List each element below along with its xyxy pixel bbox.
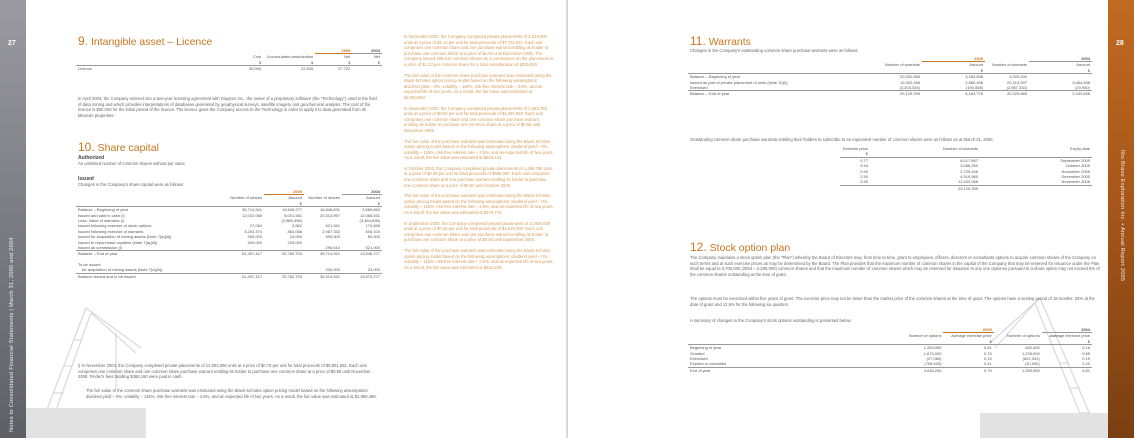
section-9-title: Intangible asset – Licence <box>90 36 213 48</box>
options-year-2004: 2004 <box>1042 327 1092 333</box>
options-cell-value: 0.20 <box>1082 361 1090 367</box>
warrants-balance-value: 29,129,399 <box>878 91 922 97</box>
section-10-title: Share capital <box>97 142 159 154</box>
options-unit: $ <box>943 339 993 345</box>
warrants-balance-label: Balance – End of year <box>688 91 878 97</box>
final-balance-label: Balance issued and to be issued <box>76 273 226 279</box>
share-cell-label: Balance – Beginning of year <box>78 207 129 213</box>
share-cell-value: 16,846,631 <box>319 207 340 213</box>
warrants-cell-value: (190,558) <box>965 85 983 91</box>
section-11-title: Warrants <box>708 36 751 48</box>
section-12-number: 12. <box>690 240 707 254</box>
authorized-label: Authorized <box>78 155 105 161</box>
to-be-issued-row-label: for acquisition of mining assets (Note 7(a)(iii)) <box>82 267 163 273</box>
warrants-balance-value: 6,163,776 <box>922 91 985 97</box>
section-9-number: 9. <box>78 34 89 48</box>
licence-unit: $ <box>315 60 352 66</box>
options-col-header: Average exercise price <box>951 333 992 339</box>
options-col-header: Number of options <box>908 333 942 339</box>
licence-table <box>76 48 382 72</box>
expiry-unit: $ <box>840 151 870 157</box>
expiry-col-header: Number of warrants <box>942 146 978 151</box>
share-cell-value: 13,546,277 <box>281 207 302 213</box>
share-cell-value: 12,002,068 <box>241 212 262 218</box>
licence-unit: $ <box>226 60 263 66</box>
expiry-cell: 4,919,969 <box>960 174 978 180</box>
final-balance-value: 13,570,277 <box>342 273 382 279</box>
warrants-cell-value: 3,454,698 <box>1072 79 1090 85</box>
warrants-expiry-table <box>840 146 1092 191</box>
warrants-outstanding-text: Outstanding common share purchase warrants entitling their holders to subscribe to an equivalent number of common shares were as follows as at March 31, 2005: <box>690 137 994 142</box>
options-col-header: Number of options <box>1007 333 1040 339</box>
licence-header-cost: Cost <box>252 54 262 60</box>
share-note-i-fair-value: The fair value of the common share purchase warrants was estimated using the Black-Scholes option pricing model based on the following assumptions: dividend yield – 0%, volatility – 116%, risk-free interest rate – 4.5%, and an expected life of two years. As a result, the fair value was estimated at $2,880,496. <box>86 388 377 399</box>
right-page-sidebar <box>1108 0 1134 438</box>
warrants-cell-value: 12,002,068 <box>899 79 920 85</box>
options-cell-value: (708,625) <box>924 361 942 367</box>
right-page-number: 28 <box>1116 40 1124 47</box>
middle-column-paragraph: In October 2003, the Company completed private placements of 1,466,750 units at a price of $0.40 per unit for total proceeds of $586,000. Each unit comprises one common share and one purchase warrant entitling its holder to purchase one common share at a price of $0.50 until October 2005. <box>404 165 553 188</box>
share-cell-value: 12,085,531 <box>359 212 380 218</box>
left-page-number: 27 <box>8 40 16 47</box>
issued-label: Issued <box>78 176 94 182</box>
options-cell-value: 1,283,959 <box>923 345 942 351</box>
warrants-cell-value: 3,453,838 <box>965 74 983 80</box>
licence-description: In April 2004, the Company entered into a two-year licensing agreement with Diagnos Inc., the owner of a proprietary software (the "Technology") used in the field of data mining and which provides interpretations of databases generated by geophysical surveys, satellite imagery and geochemical analysis. The cost of the licence is $50,000 for the initial period of the licence. The licence gives the Company access to the Technology in order to apply it to data generated from its Mexican properties. <box>78 96 377 118</box>
middle-column-paragraph: In December 2003, the Company completed private placements of 4,319,900 units at a price of $1.12 per unit for total proceeds of $7,702,911. Each unit comprises one common share and one purchase warrant entitling its holder to purchase one common share at a price of $1.50 until December 2005. The Company issued 296,610 common shares as a commission on the placement at a price of $1.13 per common share for a total consideration of $325,000. <box>404 34 553 67</box>
share-cell-value: 27,084 <box>249 223 262 229</box>
expiry-rows <box>840 157 1092 185</box>
share-unit: $ <box>264 201 304 207</box>
licence-unit: $ <box>352 60 382 66</box>
expiry-cell: 8,017,667 <box>960 157 978 163</box>
share-cell-label: Issued for acquisition of mining assets (Note 7(a)(iii)) <box>78 234 172 240</box>
warrants-year-2004: 2004 <box>1029 56 1092 62</box>
options-end-value: 0.79 <box>943 367 993 373</box>
share-cell-value: 296,610 <box>325 245 340 251</box>
share-cell-label: Issued to repurchase royalties (Note 7(a)(iii)) <box>78 239 158 245</box>
licence-year-2004: 2004 <box>352 48 382 54</box>
options-cell-label: Expired or cancelled <box>690 361 727 367</box>
licence-header-net-2004: Net <box>373 54 380 60</box>
issued-text: Changes in the Company's share capital were as follows: <box>78 182 185 187</box>
left-page-sidebar <box>0 0 26 438</box>
share-balance-label: Balance – End of year <box>76 251 226 257</box>
options-end-value: 0.81 <box>1042 367 1092 373</box>
warrants-cell-value: 20,320,665 <box>899 74 920 80</box>
middle-column-paragraph: The fair value of the purchase warrants was estimated using the Black-Scholes option pricing model based on the following assumptions: dividend yield – 0%, volatility – 116%, risk-free interest rate – 3.5%, and an expected life of two years. As a result, the fair value was estimated at $610,144. <box>404 138 554 161</box>
share-cell-value: 200,000 <box>247 234 262 240</box>
warrants-col-header: Amount <box>1076 62 1090 68</box>
share-cell-value: 600,000 <box>325 234 340 240</box>
to-be-issued-value: 200,000 <box>325 267 340 273</box>
warrants-cell-value: 2,880,496 <box>965 79 983 85</box>
share-cell-label: Less: Value of warrants (i) <box>78 218 125 224</box>
options-cell-value: (621,041) <box>1022 356 1040 362</box>
options-cell-value: (10,000) <box>1024 361 1040 367</box>
share-year-2005: 2005 <box>264 189 304 195</box>
options-cell-value: 680,000 <box>1025 345 1040 351</box>
share-balance-value: 20,782,703 <box>264 251 304 257</box>
share-cell-value: 35,714,941 <box>241 207 262 213</box>
options-cell-value: 0.76 <box>983 350 992 356</box>
options-cell-label: Exercised <box>690 356 708 362</box>
warrants-balance-value: 3,433,838 <box>1029 91 1092 97</box>
options-cell-value: 0.19 <box>1082 356 1090 362</box>
share-cell-value: 174,658 <box>365 223 380 229</box>
options-end-value: 3,046,250 <box>895 367 943 373</box>
authorized-text: An unlimited number of common shares without par value <box>78 161 185 166</box>
left-page-middle-column <box>404 34 554 275</box>
options-unit: $ <box>1042 339 1092 345</box>
licence-net-2004 <box>352 66 382 72</box>
share-cell-value: 24,000 <box>289 234 302 240</box>
share-note-i: i) In November 2004, the Company completed private placements of 12,002,068 units at a price of $0.75 per unit for total proceeds of $9,001,551. Each unit comprises one common share and one common share purchase warrant entitling its holder to purchase one common share at a price of $0.90 until November 2006. Finder's fees totalling $368,160 were paid in cash. <box>78 363 371 380</box>
section-12-title: Stock option plan <box>709 242 791 254</box>
share-cell-value: 5,562 <box>291 223 302 229</box>
warrants-intro: Changes in the Company's outstanding common share purchase warrants were as follows: <box>690 48 859 53</box>
share-capital-table <box>76 189 382 279</box>
licence-amortization: 22,839 <box>300 66 314 72</box>
share-cell-value: 605,100 <box>365 228 380 234</box>
expiry-cell: 0.94 <box>860 168 868 174</box>
expiry-cell: 3,456,250 <box>960 163 978 169</box>
share-cell-label: Issued following exercise of warrants <box>78 228 144 234</box>
section-9-heading <box>78 34 212 48</box>
options-cell-value: 1,235,000 <box>1021 350 1040 356</box>
right-sidebar-text: Rio Bravo Exploration Inc. • Annual Report 2005 <box>1119 150 1125 282</box>
expiry-cell: November 2006 <box>1061 179 1090 185</box>
share-cell-value: (3,454,698) <box>359 218 380 224</box>
options-cell-value: 1,670,000 <box>923 350 942 356</box>
stock-option-summary-text: A summary of changes in the Company's stock options outstanding is presented below: <box>690 318 852 323</box>
stock-options-table <box>688 327 1092 373</box>
licence-unit: $ <box>263 60 315 66</box>
warrants-col-header: Amount <box>969 62 983 68</box>
middle-column-paragraph: In September 2003, the Company completed private placements of 11,500,000 units at a price of $0.35 per unit for total proceeds of $4,025,000. Each unit comprises one common share and one purchase warrant entitling its holder to purchase one common share at a price of $0.50 until September 2005. <box>404 220 551 243</box>
options-end-value: 1,283,959 <box>994 367 1042 373</box>
middle-column-paragraph: In November 2003, the Company completed private placements of 2,483,750 units at a price of $0.52 per unit for total proceeds of $1,291,550. Each unit comprises one common share and one common share purchase warrant entitling its holder to purchase one common share at a price of $0.68 until November 2005. <box>404 105 547 133</box>
share-capital-rows <box>76 207 382 251</box>
share-cell-label: Issued as commission (i) <box>78 245 123 251</box>
share-balance-value: 35,714,941 <box>304 251 342 257</box>
warrants-table <box>688 56 1092 97</box>
expiry-cell: 2,729,446 <box>960 168 978 174</box>
section-11-number: 11. <box>690 34 706 48</box>
share-col-header: Number of shares <box>308 195 340 201</box>
page-gutter <box>566 0 568 438</box>
warrants-col-header: Number of warrants <box>884 62 920 68</box>
expiry-cell: September 2005 <box>1060 157 1090 163</box>
share-cell-value: 2,987,332 <box>322 228 340 234</box>
share-cell-value: 8,001,551 <box>284 212 302 218</box>
warrants-year-2005: 2005 <box>922 56 985 62</box>
warrants-rows <box>688 74 1092 91</box>
final-balance-value: 35,914,941 <box>304 273 342 279</box>
licence-header-net-2005: Net <box>344 54 351 60</box>
share-cell-value: 20,313,997 <box>319 212 340 218</box>
expiry-cell: 0.77 <box>860 157 868 163</box>
to-be-issued-value: 24,000 <box>367 267 380 273</box>
options-cell-value: (27,084) <box>926 356 942 362</box>
options-cell-value: 0.15 <box>983 356 992 362</box>
share-col-header: Amount <box>366 195 380 201</box>
options-cell-value: 0.85 <box>1082 350 1090 356</box>
share-cell-value: 3,253,374 <box>244 228 262 234</box>
warrants-cell-value: (2,987,332) <box>1006 85 1027 91</box>
stock-options-rows <box>688 345 1092 368</box>
share-cell-value: 225,000 <box>287 239 302 245</box>
to-be-issued-label: To be issued <box>78 261 101 267</box>
warrants-cell-label: Issued as part of private placement of units (Note 10(i)) <box>690 79 788 85</box>
warrants-cell-value: 3,000,000 <box>1009 74 1027 80</box>
stock-option-plan-text: The Company maintains a stock option plan (the "Plan") whereby the Board of Directors may, from time to time, grant to employees, officers, directors or consultants options to acquire common shares of the Company on such terms and at such exercise prices as may be determined by the Board. The Plan provides that the maximum number of common shares in the capital of the Company that may be reserved for issuance under the Plan shall be equal to 3,700,000 (2004 – 2,295,000) common shares and that the maximum number of common shares which may be reserved for issuance to any one optionee pursuant to a share option may not exceed 5% of the common shares outstanding at the time of grant. <box>690 255 1100 277</box>
licence-year-2005: 2005 <box>315 48 352 54</box>
stock-option-vesting-text: The options must be exercised within five years of grant. The exercise price may not be lower than the market price of the common shares at the time of grant. The options have a vesting period of 18 months: 25% at the date of grant and 12.5% for the following six quarters. <box>690 296 1095 307</box>
expiry-cell: October 2005 <box>1065 163 1090 169</box>
share-balance-value: 13,546,277 <box>342 251 382 257</box>
share-cell-value: 863,068 <box>287 228 302 234</box>
share-cell-value: 300,000 <box>247 239 262 245</box>
section-12-heading <box>690 240 790 254</box>
share-cell-value: (2,880,496) <box>281 218 302 224</box>
share-balance-value: 51,457,417 <box>226 251 264 257</box>
warrants-cell-label: Balance – Beginning of year <box>690 74 741 80</box>
options-cell-value: 0.41 <box>983 361 992 367</box>
middle-column-paragraph: The fair value of the purchase warrants was estimated using the Black-Scholes option pricing model based on the following assumptions: dividend yield – 0%, volatility – 116%, risk-free interest rate – 3.5%, and an expected life of two years. As a result, the fair value was estimated at $463,226. <box>404 248 554 270</box>
middle-column-paragraph: The fair value of the common share purchase warrants was estimated using the Black-Scholes option pricing model based on the following assumptions: dividend yield – 0%, volatility – 116%, risk-free interest rate – 3.5%, and an expected life of two years. As a result, the fair value was estimated at $2,053,884. <box>404 72 552 100</box>
options-cell-label: Granted <box>690 350 705 356</box>
share-cell-value: 60,000 <box>367 234 380 240</box>
warrants-unit: $ <box>922 68 985 74</box>
expiry-col-header: Expiry date <box>1069 146 1090 151</box>
expiry-cell: 0.90 <box>860 179 868 185</box>
options-end-label: End of year <box>688 367 895 373</box>
middle-column-paragraph: The fair value of the purchase warrants was estimated using the Black-Scholes option pricing model based on the following assumptions: dividend yield – 0%, volatility – 116%, risk-free interest rate – 3.5%, and an expected life of two years. As a result, the fair value was estimated at $270,776. <box>404 193 554 216</box>
expiry-col-header: Exercise price <box>842 146 868 151</box>
expiry-cell: 2.50 <box>860 174 868 180</box>
warrants-col-header: Number of warrants <box>991 62 1027 68</box>
expiry-cell: 0.94 <box>860 163 868 169</box>
options-col-header: Average exercise price <box>1049 333 1090 339</box>
licence-row-label: Licence <box>78 66 92 72</box>
options-cell-value: 0.16 <box>1082 345 1090 351</box>
options-cell-label: Beginning of year <box>690 345 722 351</box>
share-cell-value: 521,000 <box>365 245 380 251</box>
share-year-2004: 2004 <box>342 189 382 195</box>
share-cell-label: Issued and paid in cash (i) <box>78 212 125 218</box>
warrants-balance-value: 20,320,665 <box>985 91 1029 97</box>
share-cell-value: 621,941 <box>325 223 340 229</box>
warrants-cell-value: (20,960) <box>1075 85 1090 91</box>
expiry-cell: November 2005 <box>1061 168 1090 174</box>
left-sidebar-text: Notes to Consolidated Financial Statements | March 31, 2005 and 2004 <box>9 237 15 432</box>
final-balance-value: 51,457,417 <box>226 273 264 279</box>
final-balance-value: 20,782,703 <box>264 273 304 279</box>
warrants-unit: $ <box>1029 68 1092 74</box>
share-unit: $ <box>342 201 382 207</box>
expiry-cell: 12,002,068 <box>957 179 978 185</box>
licence-cost: 50,000 <box>248 66 262 72</box>
licence-header-amortization: Accumulated amortization <box>267 54 314 60</box>
licence-net-2005: 27,722 <box>338 66 351 72</box>
share-cell-value: 3,589,660 <box>362 207 380 213</box>
section-11-heading <box>690 34 751 48</box>
section-10-heading <box>78 140 159 154</box>
section-10-number: 10. <box>78 140 95 154</box>
expiry-total: 29,125,399 <box>870 185 980 191</box>
warrants-cell-label: Exercised <box>690 85 708 91</box>
warrants-cell-value: (3,203,334) <box>899 85 920 91</box>
options-cell-value: 0.81 <box>983 345 992 351</box>
share-cell-label: Issued following exercise of stock options <box>78 223 152 229</box>
warrants-cell-value: 20,313,997 <box>1006 79 1027 85</box>
share-col-header: Number of shares <box>230 195 262 201</box>
expiry-cell: December 2005 <box>1061 174 1090 180</box>
share-col-header: Amount <box>288 195 302 201</box>
options-year-2005: 2005 <box>943 327 993 333</box>
